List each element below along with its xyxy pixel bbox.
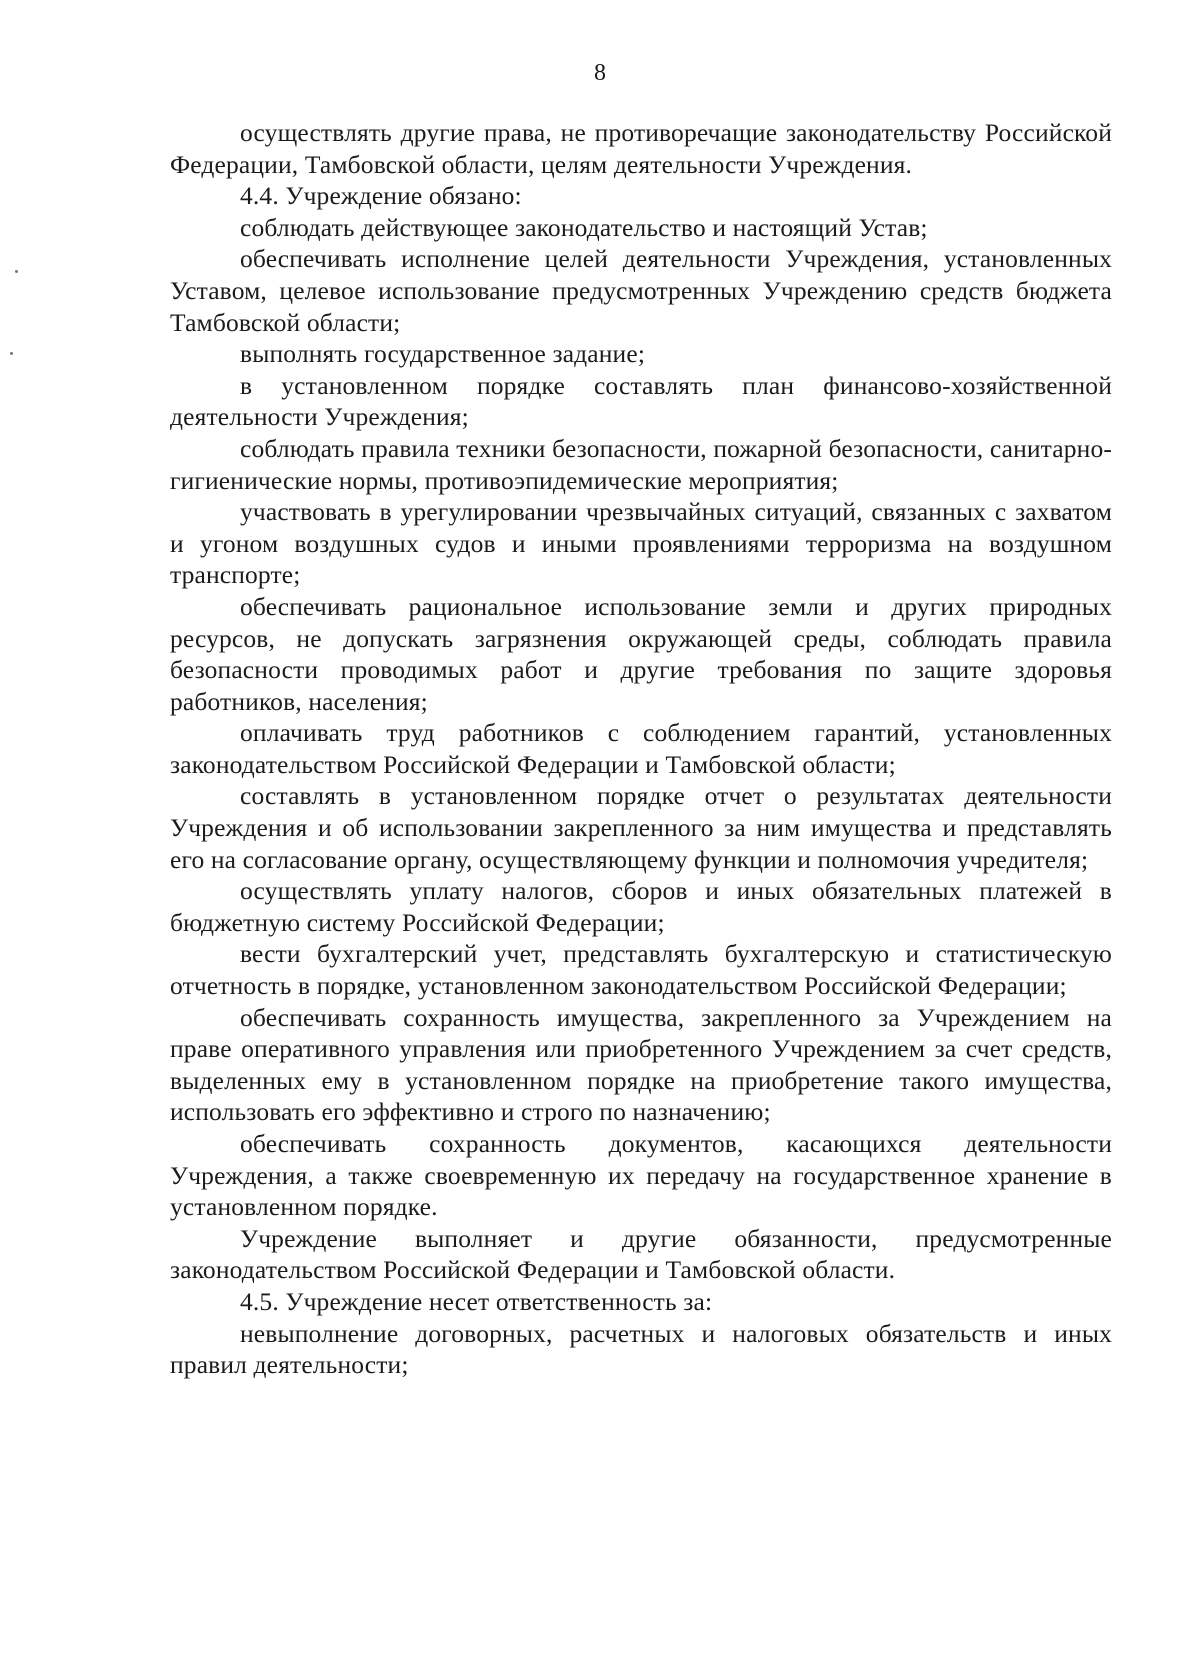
paragraph: участвовать в урегулировании чрезвычайных ситуаций, связанных с захватом и угоном воздушных судов и иными проявлениями терроризма на воздушном транспорте; (170, 497, 1112, 590)
paragraph: соблюдать действующее законодательство и настоящий Устав; (240, 212, 928, 242)
paragraph: Учреждение выполняет и другие обязанности, предусмотренные законодательством Российской Федерации и Тамбовской области. (170, 1223, 1112, 1285)
paragraph: обеспечивать исполнение целей деятельности Учреждения, установленных Уставом, целевое использование предусмотренных Учреждению средств бюджета Тамбовской области; (170, 244, 1112, 337)
paragraph: невыполнение договорных, расчетных и налоговых обязательств и иных правил деятельности; (170, 1318, 1112, 1380)
paragraph: осуществлять уплату налогов, сборов и иных обязательных платежей в бюджетную систему Российской Федерации; (170, 876, 1112, 937)
paragraph: осуществлять другие права, не противоречащие законодательству Российской Федерации, Тамбовской области, целям деятельности Учреждения. (170, 118, 1112, 179)
paragraph: составлять в установленном порядке отчет о результатах деятельности Учреждения и об использовании закрепленного за ним имущества и представлять его на согласование органу, осуществляющему функции и полномочия учредителя; (170, 781, 1112, 874)
paragraph: оплачивать труд работников с соблюдением гарантий, установленных законодательством Российской Федерации и Тамбовской области; (170, 718, 1112, 779)
paragraph: обеспечивать сохранность имущества, закрепленного за Учреждением на праве оперативного управления или приобретенного Учреждением за счет средств, выделенных ему в установленном порядке на приобретение такого имущества, использовать его эффективно и строго по назначению; (170, 1002, 1112, 1127)
paragraph: в установленном порядке составлять план финансово-хозяйственной деятельности Учреждения; (170, 370, 1112, 432)
section-heading: 4.5. Учреждение несет ответственность за: (240, 1286, 713, 1316)
scan-artifact-dot (10, 352, 13, 355)
paragraph: обеспечивать рациональное использование земли и других природных ресурсов, не допускать загрязнения окружающей среды, соблюдать правила безопасности проводимых работ и другие требования по защите здоровья работников, населения; (170, 591, 1112, 716)
paragraph: вести бухгалтерский учет, представлять бухгалтерскую и статистическую отчетность в порядке, установленном законодательством Российской Федерации; (170, 939, 1112, 1001)
document-body (170, 117, 1112, 1381)
paragraph: обеспечивать сохранность документов, касающихся деятельности Учреждения, а также своевременную их передачу на государственное хранение в установленном порядке. (170, 1129, 1112, 1222)
page-number: 8 (594, 60, 606, 86)
section-heading: 4.4. Учреждение обязано: (240, 181, 522, 211)
paragraph: выполнять государственное задание; (240, 339, 646, 369)
paragraph: соблюдать правила техники безопасности, пожарной безопасности, санитарно-гигиенические нормы, противоэпидемические мероприятия; (170, 433, 1112, 495)
scan-artifact-dot (15, 270, 18, 273)
